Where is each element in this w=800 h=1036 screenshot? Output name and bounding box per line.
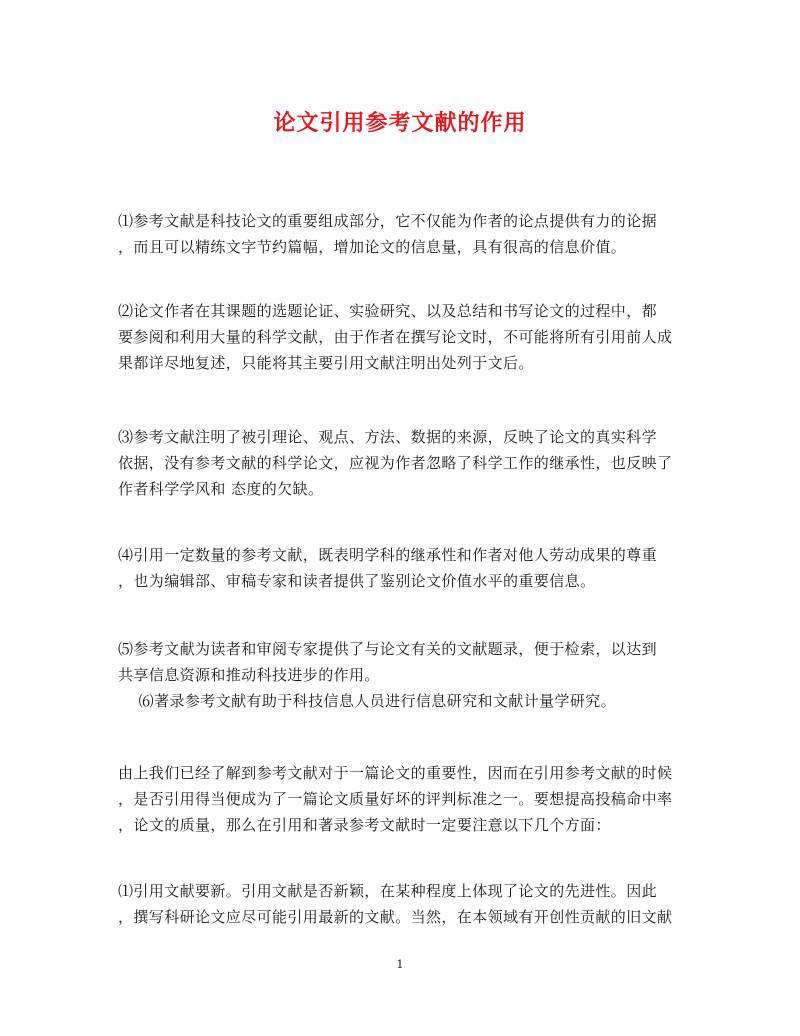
page-title: 论文引用参考文献的作用 [273, 110, 527, 136]
text-line: ，也为编辑部、审稿专家和读者提供了鉴别论文价值水平的重要信息。 [118, 572, 596, 590]
paragraph-1 [118, 208, 686, 260]
text-line: ⑴参考文献是科技论文的重要组成部分，它不仅能为作者的论点提供有力的论据 [118, 212, 658, 230]
text-line: 作者科学学风和 态度的欠缺。 [118, 480, 324, 498]
text-line: ⑵论文作者在其课题的选题论证、实验研究、以及总结和书写论文的过程中，都 [118, 302, 658, 320]
text-line: ，论文的质量，那么在引用和著录参考文献时一定要注意以下几个方面： [118, 816, 611, 834]
text-line: ，是否引用得当便成为了一篇论文质量好坏的评判标准之一。要想提高投稿命中率 [118, 790, 673, 808]
paragraph-3 [118, 424, 686, 502]
text-line: ⑷引用一定数量的参考文献，既表明学科的继承性和作者对他人劳动成果的尊重 [118, 546, 658, 564]
paragraph-2 [118, 298, 686, 376]
paragraph-6 [118, 760, 686, 838]
text-line: ，撰写科研论文应尽可能引用最新的文献。当然，在本领域有开创性贡献的旧文献 [118, 908, 673, 926]
text-line: 果都详尽地复述，只能将其主要引用文献注明出处列于文后。 [118, 354, 534, 372]
text-line: ，而且可以精练文字节约篇幅，增加论文的信息量，具有很高的信息价值。 [118, 238, 627, 256]
paragraph-7 [118, 878, 686, 930]
text-line: ⑶参考文献注明了被引理论、观点、方法、数据的来源，反映了论文的真实科学 [118, 428, 658, 446]
text-line: 由上我们已经了解到参考文献对于一篇论文的重要性，因而在引用参考文献的时候 [118, 764, 673, 782]
text-line: 共享信息资源和推动科技进步的作用。 [118, 666, 380, 684]
text-line: ⑴引用文献要新。引用文献是否新颖，在某种程度上体现了论文的先进性。因此 [118, 882, 658, 900]
text-line: 依据，没有参考文献的科学论文，应视为作者忽略了科学工作的继承性，也反映了 [118, 454, 673, 472]
text-line: ⑸参考文献为读者和审阅专家提供了与论文有关的文献题录，便于检索，以达到 [118, 640, 658, 658]
paragraph-5 [118, 636, 686, 714]
paragraph-4 [118, 542, 686, 594]
text-line: ⑹著录参考文献有助于科技信息人员进行信息研究和文献计量学研究。 [118, 692, 617, 710]
page-number: 1 [396, 958, 404, 971]
text-line: 要参阅和利用大量的科学文献，由于作者在撰写论文时，不可能将所有引用前人成 [118, 328, 673, 346]
